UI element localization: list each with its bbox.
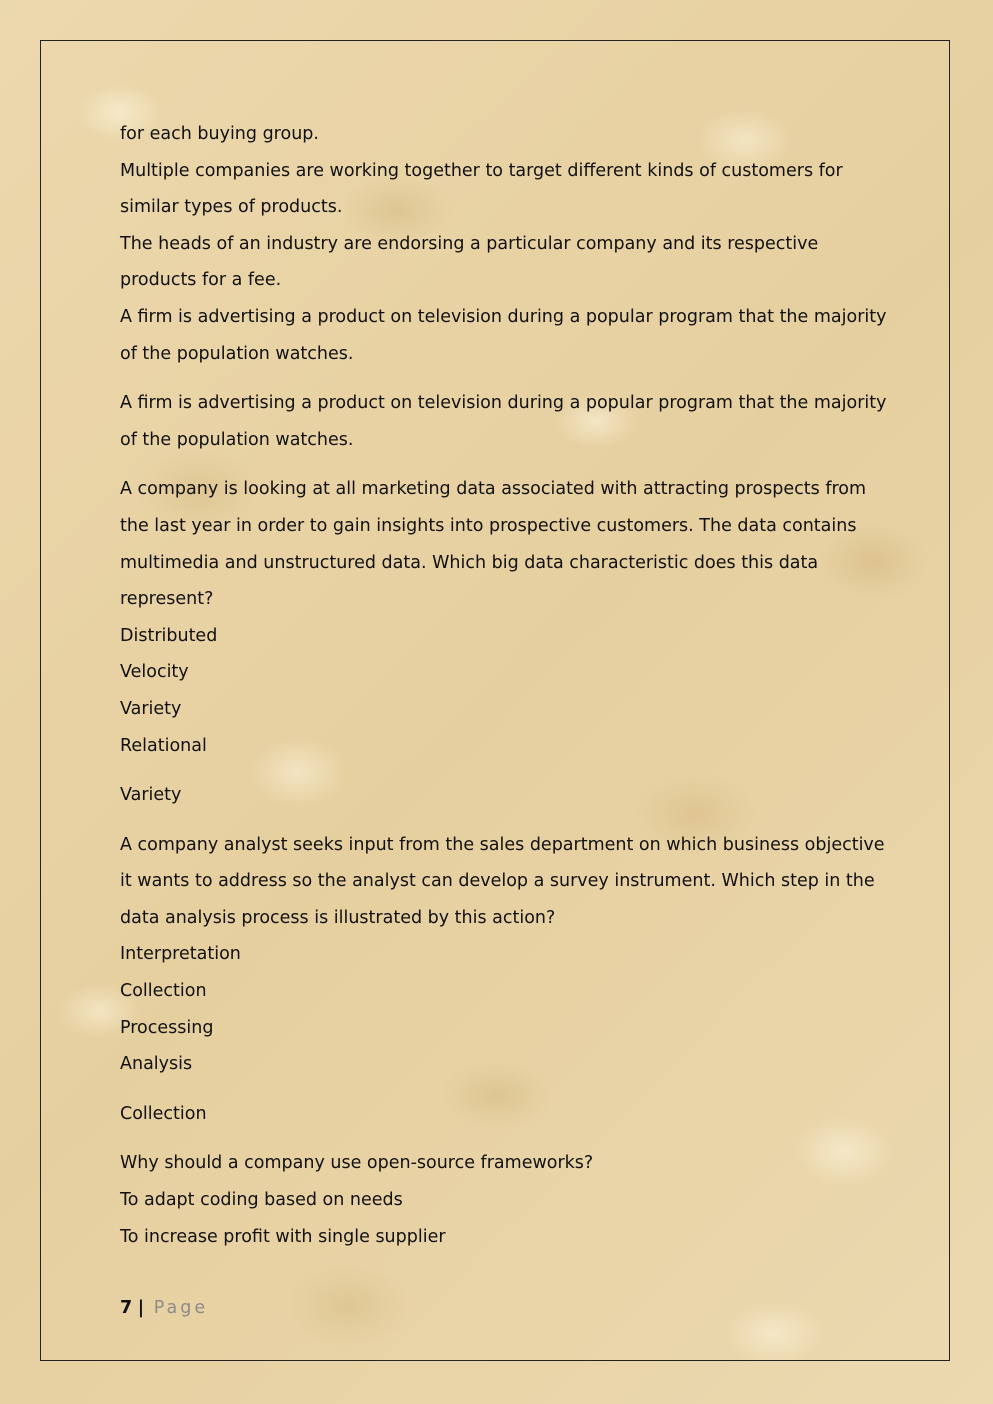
- paragraph-spacer: [120, 1132, 880, 1145]
- paragraph: [120, 973, 880, 1010]
- paragraph: [120, 1096, 880, 1133]
- text-line: Velocity: [120, 662, 189, 683]
- paragraph: [120, 299, 887, 372]
- page-separator: |: [137, 1298, 145, 1318]
- text-line: Interpretation: [120, 944, 241, 965]
- text-line: To adapt coding based on needs: [120, 1190, 403, 1211]
- paragraph: [120, 728, 880, 765]
- text-line: for each buying group.: [120, 124, 319, 144]
- text-line: multimedia and unstructured data. Which big data characteristic does this data: [120, 552, 819, 573]
- paragraph: [120, 777, 880, 814]
- text-line: it wants to address so the analyst can develop a survey instrument. Which step in the: [120, 871, 875, 892]
- text-line: Why should a company use open-source frameworks?: [120, 1153, 594, 1174]
- text-line: of the population watches.: [120, 429, 354, 450]
- page-label: Page: [153, 1298, 209, 1318]
- paragraph: [120, 1145, 880, 1182]
- paragraph-spacer: [120, 372, 880, 385]
- paragraph: [120, 691, 880, 728]
- page-footer: [120, 1294, 208, 1322]
- text-line: To increase profit with single supplier: [120, 1226, 446, 1247]
- text-line: A company is looking at all marketing data associated with attracting prospects from: [120, 479, 867, 500]
- text-line: Variety: [120, 785, 182, 806]
- paragraph: [120, 471, 880, 617]
- text-line: Collection: [120, 981, 207, 1002]
- paragraph: [120, 1010, 880, 1047]
- paragraph: [120, 385, 887, 458]
- text-line: Processing: [120, 1017, 214, 1038]
- text-line: The heads of an industry are endorsing a particular company and its respective: [120, 233, 819, 254]
- paragraph: [120, 654, 880, 691]
- paragraph: [120, 1046, 880, 1083]
- paragraph-spacer: [120, 1083, 880, 1096]
- paragraph-spacer: [120, 814, 880, 827]
- text-line: Relational: [120, 735, 207, 756]
- text-line: Distributed: [120, 625, 218, 646]
- page-number: 7: [120, 1298, 133, 1318]
- paragraph-spacer: [120, 458, 880, 471]
- text-line: A firm is advertising a product on television during a popular program that the majority: [120, 393, 887, 414]
- text-line: data analysis process is illustrated by this action?: [120, 907, 556, 928]
- text-line: the last year in order to gain insights into prospective customers. The data contains: [120, 515, 857, 536]
- paragraph: [120, 827, 885, 937]
- text-line: Collection: [120, 1103, 207, 1124]
- paragraph: [120, 116, 880, 153]
- text-line: A firm is advertising a product on television during a popular program that the majority: [120, 306, 887, 327]
- paragraph: [120, 153, 880, 226]
- paragraph: [120, 226, 880, 299]
- text-line: of the population watches.: [120, 343, 354, 364]
- paragraph: [120, 1182, 880, 1219]
- text-line: Multiple companies are working together to target different kinds of customers for: [120, 160, 843, 181]
- paragraph: [120, 618, 880, 655]
- text-line: similar types of products.: [120, 197, 343, 218]
- document-body: [120, 116, 887, 1255]
- paragraph-spacer: [120, 764, 880, 777]
- text-line: products for a fee.: [120, 270, 282, 291]
- text-line: represent?: [120, 589, 214, 610]
- text-line: Analysis: [120, 1054, 193, 1075]
- text-line: A company analyst seeks input from the sales department on which business objective: [120, 834, 885, 855]
- text-line: Variety: [120, 698, 182, 719]
- paragraph: [120, 936, 880, 973]
- paragraph: [120, 1219, 880, 1256]
